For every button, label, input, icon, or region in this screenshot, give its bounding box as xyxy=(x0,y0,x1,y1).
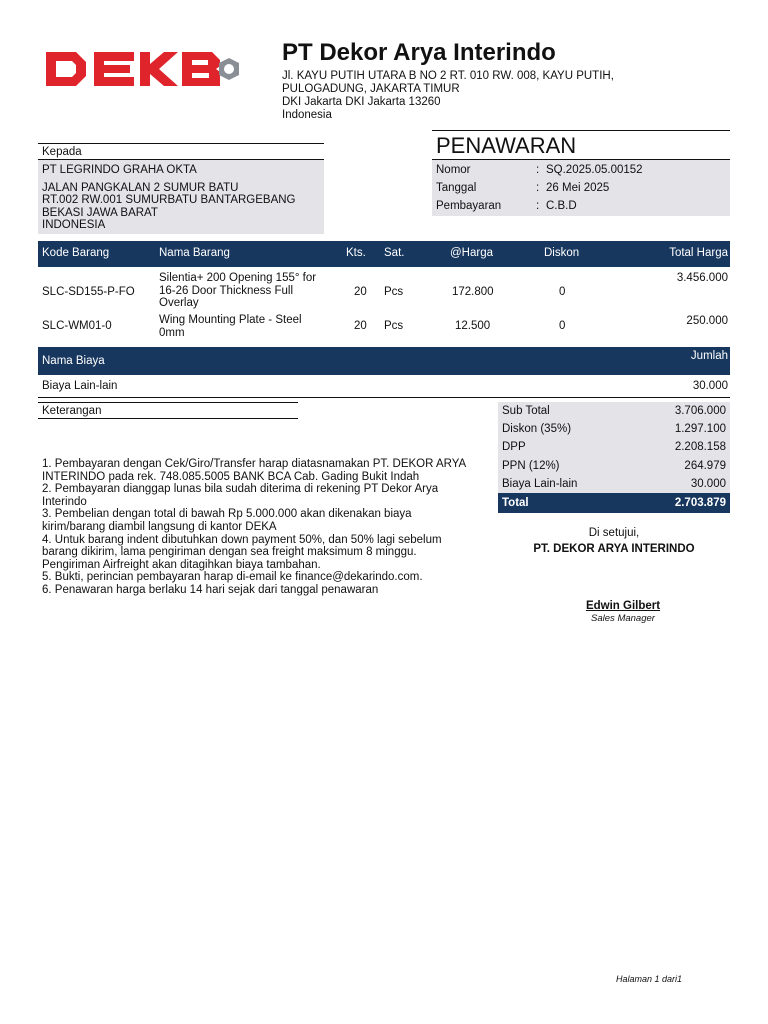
col-unit-header: Sat. xyxy=(384,247,405,259)
signer-role: Sales Manager xyxy=(591,613,655,624)
summary-value: 264.979 xyxy=(684,459,726,472)
item-unit: Pcs xyxy=(384,320,404,332)
meta-row-date xyxy=(436,179,726,197)
item-discount: 0 xyxy=(559,320,566,332)
meta-separator: : xyxy=(536,182,540,194)
recipient-address-line: JALAN PANGKALAN 2 SUMUR BATU xyxy=(42,181,239,194)
meta-label: Nomor xyxy=(436,164,471,176)
page-number: Halaman 1 dari1 xyxy=(615,974,682,984)
recipient-address-line: INDONESIA xyxy=(42,219,106,231)
summary-row-subtotal xyxy=(498,402,730,420)
summary-label: Biaya Lain-lain xyxy=(502,477,578,490)
summary-row-vat xyxy=(498,457,730,475)
address-line: PULOGADUNG, JAKARTA TIMUR xyxy=(282,83,460,95)
summary-row-discount xyxy=(498,420,730,438)
terms-list xyxy=(42,458,472,597)
col-price-header: @Harga xyxy=(450,247,493,259)
summary-label: Sub Total xyxy=(502,405,550,417)
item-total: 250.000 xyxy=(686,315,728,327)
item-qty: 20 xyxy=(354,320,367,332)
term-item: 6. Penawaran harga berlaku 14 hari sejak dari tanggal penawaran xyxy=(42,583,379,596)
table-row xyxy=(38,314,730,342)
item-price: 172.800 xyxy=(452,286,494,298)
meta-separator: : xyxy=(536,200,540,212)
address-line: Jl. KAYU PUTIH UTARA B NO 2 RT. 010 RW. 008, KAYU PUTIH, xyxy=(282,70,614,82)
address-line: DKI Jakarta DKI Jakarta 13260 xyxy=(282,96,441,108)
signer-name: Edwin Gilbert xyxy=(585,600,661,612)
divider xyxy=(38,418,298,419)
charge-name: Biaya Lain-lain xyxy=(42,380,118,392)
items-table-header xyxy=(38,241,730,267)
approval-company: PT. DEKOR ARYA INTERINDO xyxy=(533,543,695,555)
col-code-header: Kode Barang xyxy=(42,247,110,259)
item-code: SLC-WM01-0 xyxy=(42,320,112,332)
term-item: 1. Pembayaran dengan Cek/Giro/Transfer harap diatasnamakan PT. DEKOR ARYA INTERINDO pada rek. 748.085.5005 BANK BCA Cab. Gading Bukit Indah xyxy=(42,458,466,483)
summary-value: 2.208.158 xyxy=(674,441,726,454)
summary-row-total xyxy=(498,493,730,513)
summary-row-other-charges xyxy=(498,475,730,493)
divider xyxy=(38,143,324,144)
meta-row-number xyxy=(436,161,726,179)
meta-row-payment xyxy=(436,197,726,215)
item-total: 3.456.000 xyxy=(676,272,728,284)
summary-label: PPN (12%) xyxy=(502,459,560,472)
term-item: 4. Untuk barang indent dibutuhkan down payment 50%, dan 50% lagi sebelum barang dikirim, lama pengiriman dengan sea freight maksimum 8 minggu. Pengiriman Airfreight akan ditagihkan biaya tambahan. xyxy=(42,533,442,571)
term-item: 2. Pembayaran dianggap lunas bila sudah diterima di rekening PT Dekor Arya Interindo xyxy=(42,483,439,508)
item-name: Wing Mounting Plate - Steel 0mm xyxy=(159,314,302,339)
document-title: PENAWARAN xyxy=(436,133,577,158)
recipient-address-line: BEKASI JAWA BARAT xyxy=(42,206,158,219)
col-discount-header: Diskon xyxy=(544,247,580,259)
remarks-label: Keterangan xyxy=(42,405,102,417)
company-name: PT Dekor Arya Interindo xyxy=(282,39,556,66)
divider xyxy=(38,402,298,403)
charge-amount-header: Jumlah xyxy=(690,350,728,362)
summary-row-dpp xyxy=(498,438,730,456)
divider xyxy=(38,397,730,398)
charge-amount: 30.000 xyxy=(692,380,728,392)
summary-value: 1.297.100 xyxy=(674,423,726,436)
company-address xyxy=(282,70,614,122)
total-label: Total xyxy=(502,496,529,509)
deka-logo xyxy=(42,50,242,88)
table-row xyxy=(38,379,730,395)
recipient-box xyxy=(38,160,324,234)
document-meta xyxy=(432,160,730,216)
meta-separator: : xyxy=(536,164,540,176)
summary-value: 3.706.000 xyxy=(674,405,726,417)
meta-label: Tanggal xyxy=(436,182,477,194)
meta-label: Pembayaran xyxy=(436,200,502,212)
summary-value: 30.000 xyxy=(690,477,726,490)
meta-value: 26 Mei 2025 xyxy=(546,182,610,194)
address-line: Indonesia xyxy=(282,109,332,121)
summary-label: Diskon (35%) xyxy=(502,423,572,436)
table-row xyxy=(38,271,730,311)
charges-table-header xyxy=(38,347,730,375)
meta-value: SQ.2025.05.00152 xyxy=(546,164,643,176)
item-discount: 0 xyxy=(559,286,566,298)
charge-name-header: Nama Biaya xyxy=(42,355,105,367)
totals-summary xyxy=(498,402,730,513)
term-item: 5. Bukti, perincian pembayaran harap di-email ke finance@dekarindo.com. xyxy=(42,571,423,584)
col-name-header: Nama Barang xyxy=(159,247,230,259)
divider xyxy=(432,130,730,131)
item-code: SLC-SD155-P-FO xyxy=(42,286,135,298)
item-price: 12.500 xyxy=(455,320,491,332)
term-item: 3. Pembelian dengan total di bawah Rp 5.000.000 akan dikenakan biaya kirim/barang diambil langsung di kantor DEKA xyxy=(42,508,412,533)
item-name: Silentia+ 200 Opening 155° for 16-26 Door Thickness Full Overlay xyxy=(159,272,317,309)
item-qty: 20 xyxy=(354,286,367,298)
col-total-header: Total Harga xyxy=(669,247,728,259)
item-unit: Pcs xyxy=(384,286,404,298)
summary-label: DPP xyxy=(502,441,526,454)
col-qty-header: Kts. xyxy=(346,247,366,259)
meta-value: C.B.D xyxy=(546,200,577,212)
total-value: 2.703.879 xyxy=(674,496,726,509)
recipient-label: Kepada xyxy=(42,146,82,158)
recipient-name: PT LEGRINDO GRAHA OKTA xyxy=(42,164,197,176)
approval-caption: Di setujui, xyxy=(588,527,640,539)
summary-rows xyxy=(498,402,730,493)
recipient-address-line: RT.002 RW.001 SUMURBATU BANTARGEBANG xyxy=(42,194,296,206)
